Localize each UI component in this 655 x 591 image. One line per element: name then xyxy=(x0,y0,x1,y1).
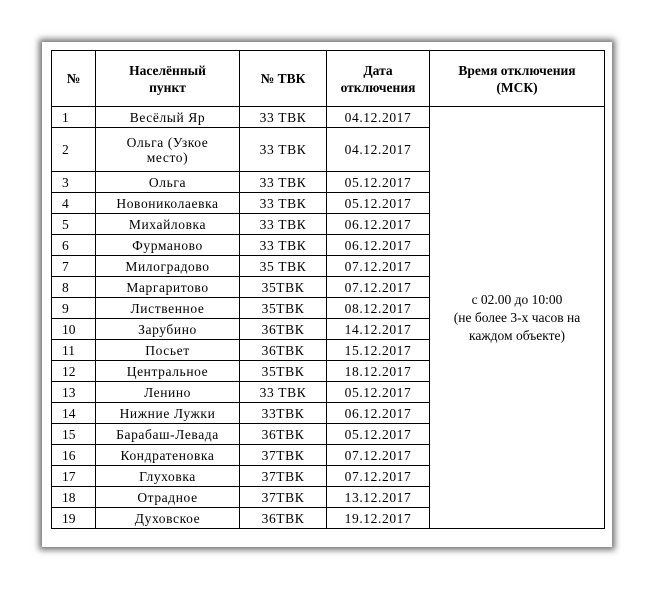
row-place: Маргаритово xyxy=(96,277,240,298)
row-place: Нижние Лужки xyxy=(96,403,240,424)
row-num: 1 xyxy=(52,107,96,128)
row-tvk: 37ТВК xyxy=(240,445,327,466)
row-place: Ленино xyxy=(96,382,240,403)
row-num: 18 xyxy=(52,487,96,508)
row-num: 14 xyxy=(52,403,96,424)
time-range: с 02.00 до 10:00 xyxy=(471,291,563,307)
row-num: 3 xyxy=(52,172,96,193)
table-body xyxy=(52,107,605,529)
row-date: 06.12.2017 xyxy=(327,214,430,235)
row-tvk: 33 ТВК xyxy=(240,128,327,172)
row-place: Ольга xyxy=(96,172,240,193)
row-tvk: 35ТВК xyxy=(240,298,327,319)
row-date: 07.12.2017 xyxy=(327,256,430,277)
row-tvk: 33 ТВК xyxy=(240,235,327,256)
row-num: 6 xyxy=(52,235,96,256)
row-date: 04.12.2017 xyxy=(327,107,430,128)
row-num: 15 xyxy=(52,424,96,445)
header-date: Дата отключения xyxy=(327,51,430,107)
time-note: (не более 3-х часов на каждом объекте) xyxy=(453,309,581,343)
row-place: Центральное xyxy=(96,361,240,382)
row-date: 05.12.2017 xyxy=(327,424,430,445)
header-tvk: № ТВК xyxy=(240,51,327,107)
row-place: Отрадное xyxy=(96,487,240,508)
row-date: 05.12.2017 xyxy=(327,193,430,214)
row-num: 5 xyxy=(52,214,96,235)
row-date: 07.12.2017 xyxy=(327,466,430,487)
row-tvk: 36ТВК xyxy=(240,508,327,529)
row-tvk: 33ТВК xyxy=(240,403,327,424)
row-date: 18.12.2017 xyxy=(327,361,430,382)
row-tvk: 35 ТВК xyxy=(240,256,327,277)
row-tvk: 36ТВК xyxy=(240,340,327,361)
row-date: 05.12.2017 xyxy=(327,172,430,193)
row-date: 04.12.2017 xyxy=(327,128,430,172)
row-place: Лиственное xyxy=(96,298,240,319)
row-num: 11 xyxy=(52,340,96,361)
row-date: 19.12.2017 xyxy=(327,508,430,529)
row-num: 19 xyxy=(52,508,96,529)
row-tvk: 37ТВК xyxy=(240,487,327,508)
row-place: Духовское xyxy=(96,508,240,529)
row-tvk: 33 ТВК xyxy=(240,214,327,235)
header-time: Время отключения (МСК) xyxy=(430,51,605,107)
row-date: 14.12.2017 xyxy=(327,319,430,340)
header-num: № xyxy=(52,51,96,107)
document-sheet xyxy=(42,42,612,547)
row-tvk: 35ТВК xyxy=(240,277,327,298)
row-date: 13.12.2017 xyxy=(327,487,430,508)
row-date: 07.12.2017 xyxy=(327,277,430,298)
row-date: 06.12.2017 xyxy=(327,235,430,256)
row-place: Глуховка xyxy=(96,466,240,487)
row-num: 4 xyxy=(52,193,96,214)
row-tvk: 36ТВК xyxy=(240,319,327,340)
table-row xyxy=(52,107,605,128)
shutdown-time-cell xyxy=(430,107,605,529)
row-place: Новониколаевка xyxy=(96,193,240,214)
row-tvk: 33 ТВК xyxy=(240,193,327,214)
row-place: Барабаш-Левада xyxy=(96,424,240,445)
row-num: 8 xyxy=(52,277,96,298)
header-place: Населённый пункт xyxy=(96,51,240,107)
row-date: 07.12.2017 xyxy=(327,445,430,466)
row-place: Посьет xyxy=(96,340,240,361)
row-tvk: 33 ТВК xyxy=(240,107,327,128)
row-place: Милоградово xyxy=(96,256,240,277)
shutdown-schedule-table xyxy=(51,50,605,529)
row-date: 08.12.2017 xyxy=(327,298,430,319)
row-place: Зарубино xyxy=(96,319,240,340)
row-place: Кондратеновка xyxy=(96,445,240,466)
row-place: Фурманово xyxy=(96,235,240,256)
row-date: 15.12.2017 xyxy=(327,340,430,361)
row-date: 06.12.2017 xyxy=(327,403,430,424)
row-num: 16 xyxy=(52,445,96,466)
row-num: 7 xyxy=(52,256,96,277)
row-num: 17 xyxy=(52,466,96,487)
row-tvk: 36ТВК xyxy=(240,424,327,445)
row-place: Весёлый Яр xyxy=(96,107,240,128)
row-num: 9 xyxy=(52,298,96,319)
row-num: 2 xyxy=(52,128,96,172)
row-tvk: 35ТВК xyxy=(240,361,327,382)
row-place: Михайловка xyxy=(96,214,240,235)
row-num: 12 xyxy=(52,361,96,382)
row-num: 10 xyxy=(52,319,96,340)
row-tvk: 33 ТВК xyxy=(240,382,327,403)
table-header-row xyxy=(52,51,605,107)
row-tvk: 33 ТВК xyxy=(240,172,327,193)
row-place: Ольга (Узкое место) xyxy=(96,128,240,172)
row-num: 13 xyxy=(52,382,96,403)
row-tvk: 37ТВК xyxy=(240,466,327,487)
row-date: 05.12.2017 xyxy=(327,382,430,403)
